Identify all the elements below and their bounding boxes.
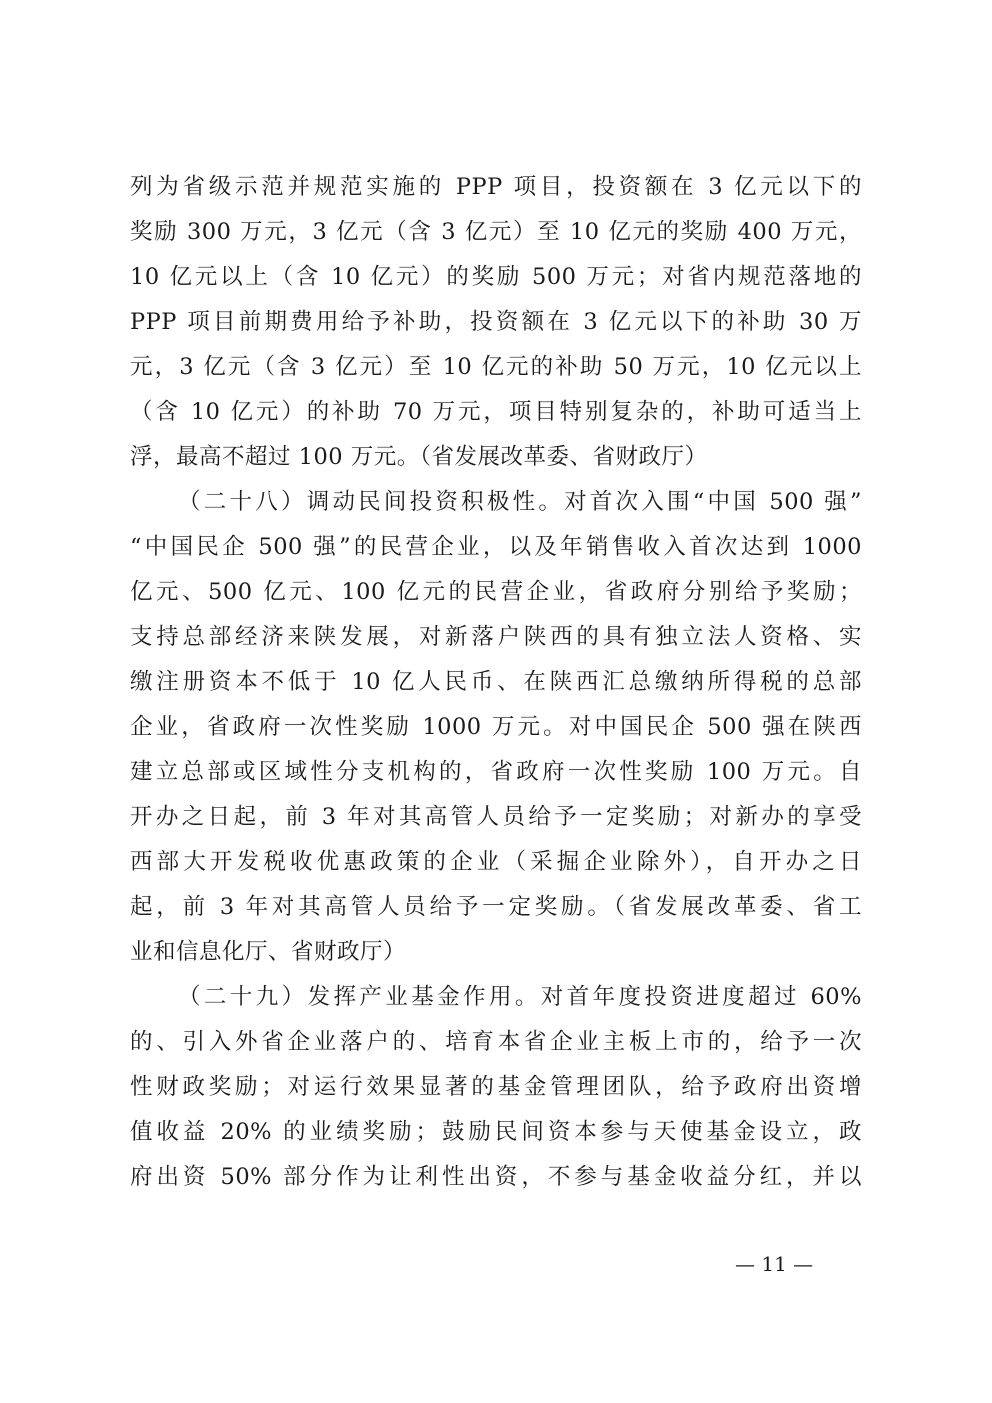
paragraph-ppp-rewards — [130, 165, 862, 480]
text-line: 开办之日起，前 3 年对其高管人员给予一定奖励；对新办的享受 — [130, 804, 862, 830]
text-line: 浮，最高不超过 100 万元。（省发展改革委、省财政厅） — [130, 444, 708, 470]
text-line: 起，前 3 年对其高管人员给予一定奖励。（省发展改革委、省工 — [130, 894, 862, 920]
text-line: 元，3 亿元（含 3 亿元）至 10 亿元的补助 50 万元，10 亿元以上 — [130, 354, 862, 380]
text-line: （含 10 亿元）的补助 70 万元，项目特别复杂的，补助可适当上 — [130, 399, 862, 425]
text-line: 的、引入外省企业落户的、培育本省企业主板上市的，给予一次 — [130, 1029, 862, 1055]
text-line: 支持总部经济来陕发展，对新落户陕西的具有独立法人资格、实 — [130, 624, 862, 650]
paragraph-private-investment — [130, 480, 862, 975]
paragraph-industry-fund — [130, 975, 862, 1200]
text-line: 性财政奖励；对运行效果显著的基金管理团队，给予政府出资增 — [130, 1074, 862, 1100]
text-line: 缴注册资本不低于 10 亿人民币、在陕西汇总缴纳所得税的总部 — [130, 669, 862, 695]
text-line: 列为省级示范并规范实施的 PPP 项目，投资额在 3 亿元以下的 — [130, 174, 862, 200]
text-line: 府出资 50% 部分作为让利性出资，不参与基金收益分红，并以 — [130, 1164, 862, 1190]
text-line: 10 亿元以上（含 10 亿元）的奖励 500 万元；对省内规范落地的 — [130, 264, 862, 290]
text-line: （二十九）发挥产业基金作用。对首年度投资进度超过 60% — [178, 984, 862, 1010]
text-line: （二十八）调动民间投资积极性。对首次入围“中国 500 强” — [178, 489, 862, 515]
text-line: 业和信息化厅、省财政厅） — [130, 939, 407, 965]
page-number: — 11 — — [735, 1252, 814, 1276]
text-line: 奖励 300 万元，3 亿元（含 3 亿元）至 10 亿元的奖励 400 万元， — [130, 219, 862, 245]
text-line: 西部大开发税收优惠政策的企业（采掘企业除外），自开办之日 — [130, 849, 862, 875]
text-line: 值收益 20% 的业绩奖励；鼓励民间资本参与天使基金设立，政 — [130, 1119, 862, 1145]
text-line: 建立总部或区域性分支机构的，省政府一次性奖励 100 万元。自 — [130, 759, 862, 785]
text-line: “中国民企 500 强”的民营企业，以及年销售收入首次达到 1000 — [130, 534, 862, 560]
text-line: 企业，省政府一次性奖励 1000 万元。对中国民企 500 强在陕西 — [130, 714, 862, 740]
document-body — [130, 165, 862, 1200]
text-line: 亿元、500 亿元、100 亿元的民营企业，省政府分别给予奖励； — [130, 579, 862, 605]
text-line: PPP 项目前期费用给予补助，投资额在 3 亿元以下的补助 30 万 — [130, 309, 862, 335]
